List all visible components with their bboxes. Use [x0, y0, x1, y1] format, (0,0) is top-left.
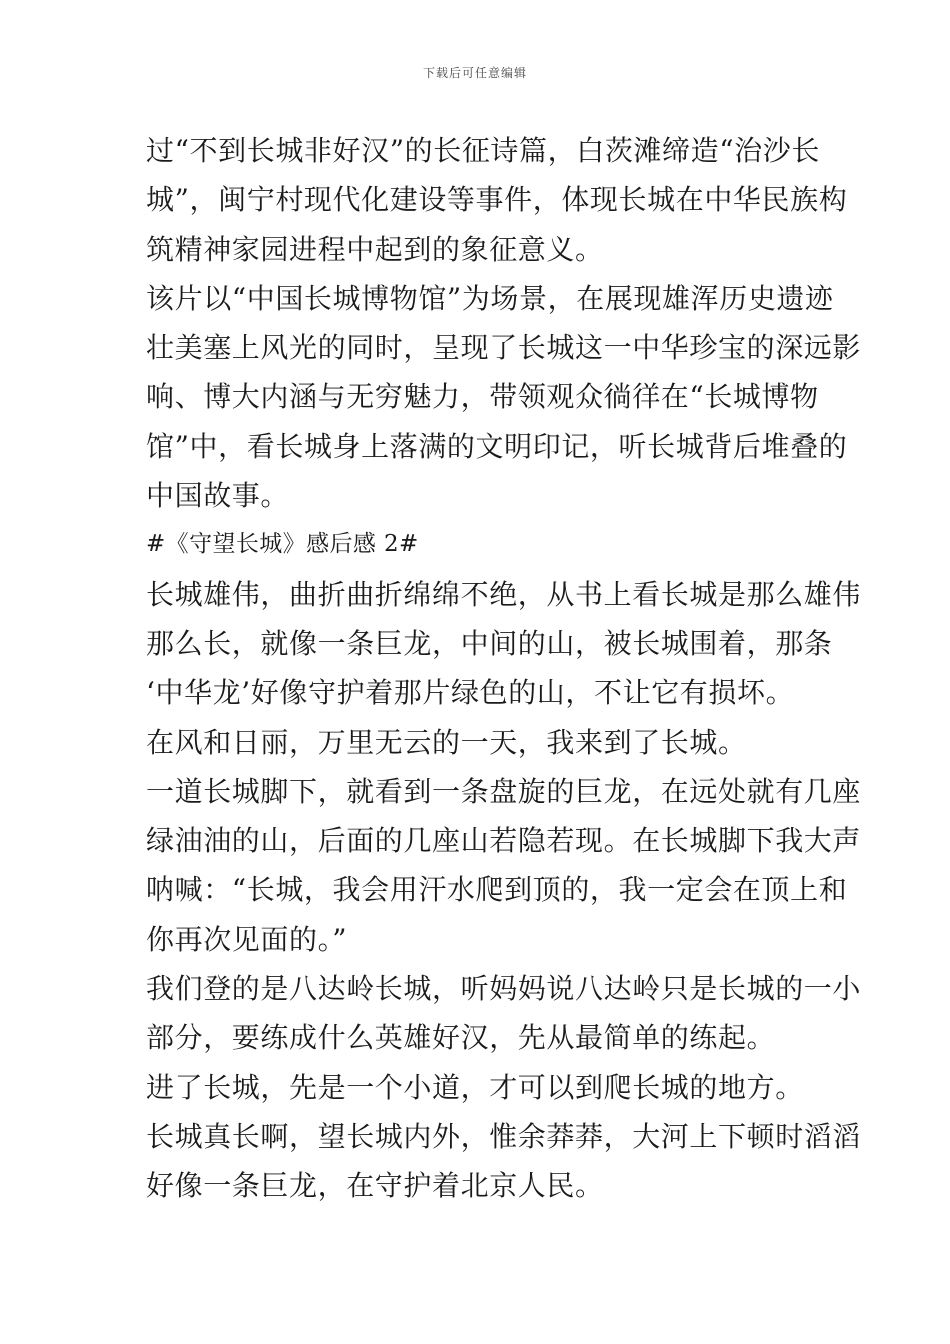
- text-line: 进了长城，先是一个小道，才可以到爬长城的地方。: [146, 1070, 804, 1104]
- text-line: 城”，闽宁村现代化建设等事件，体现长城在中华民族构: [146, 183, 848, 217]
- text-line: 馆”中，看长城身上落满的文明印记，听长城背后堆叠的: [146, 429, 848, 463]
- text-line: ‘中华龙’好像守护着那片绿色的山，不让它有损坏。: [146, 676, 795, 710]
- text-line: 一道长城脚下，就看到一条盘旋的巨龙，在远处就有几座: [146, 774, 862, 808]
- text-line: 部分，要练成什么英雄好汉，先从最简单的练起。: [146, 1021, 776, 1055]
- text-line: 过“不到长城非好汉”的长征诗篇，白茨滩缔造“治沙长: [146, 134, 820, 167]
- body-text: [146, 126, 862, 1211]
- page-header: 下载后可任意编辑: [422, 66, 527, 80]
- text-line: 筑精神家园进程中起到的象征意义。: [146, 232, 604, 266]
- text-line: 好像一条巨龙，在守护着北京人民。: [146, 1169, 604, 1203]
- text-line: 你再次见面的。”: [146, 922, 348, 956]
- text-line: 中国故事。: [146, 479, 290, 513]
- text-line: 那么长，就像一条巨龙，中间的山，被长城围着，那条: [146, 626, 833, 660]
- text-line: 绿油油的山，后面的几座山若隐若现。在长城脚下我大声: [146, 824, 862, 858]
- section-heading: #《守望长城》感后感 2#: [146, 531, 419, 558]
- text-line: 长城真长啊，望长城内外，惟余莽莽，大河上下顿时滔滔: [146, 1119, 862, 1153]
- text-line: 在风和日丽，万里无云的一天，我来到了长城。: [146, 725, 747, 759]
- text-line: 该片以“中国长城博物馆”为场景，在展现雄浑历史遗迹: [146, 281, 834, 315]
- text-line: 呐喊：“长城，我会用汗水爬到顶的，我一定会在顶上和: [146, 873, 848, 907]
- text-line: 响、博大内涵与无穷魅力，带领观众徜徉在“长城博物: [146, 380, 819, 414]
- text-line: 长城雄伟，曲折曲折绵绵不绝，从书上看长城是那么雄伟: [146, 577, 862, 611]
- text-line: 我们登的是八达岭长城，听妈妈说八达岭只是长城的一小: [146, 972, 862, 1006]
- text-line: 壮美塞上风光的同时，呈现了长城这一中华珍宝的深远影: [146, 331, 862, 365]
